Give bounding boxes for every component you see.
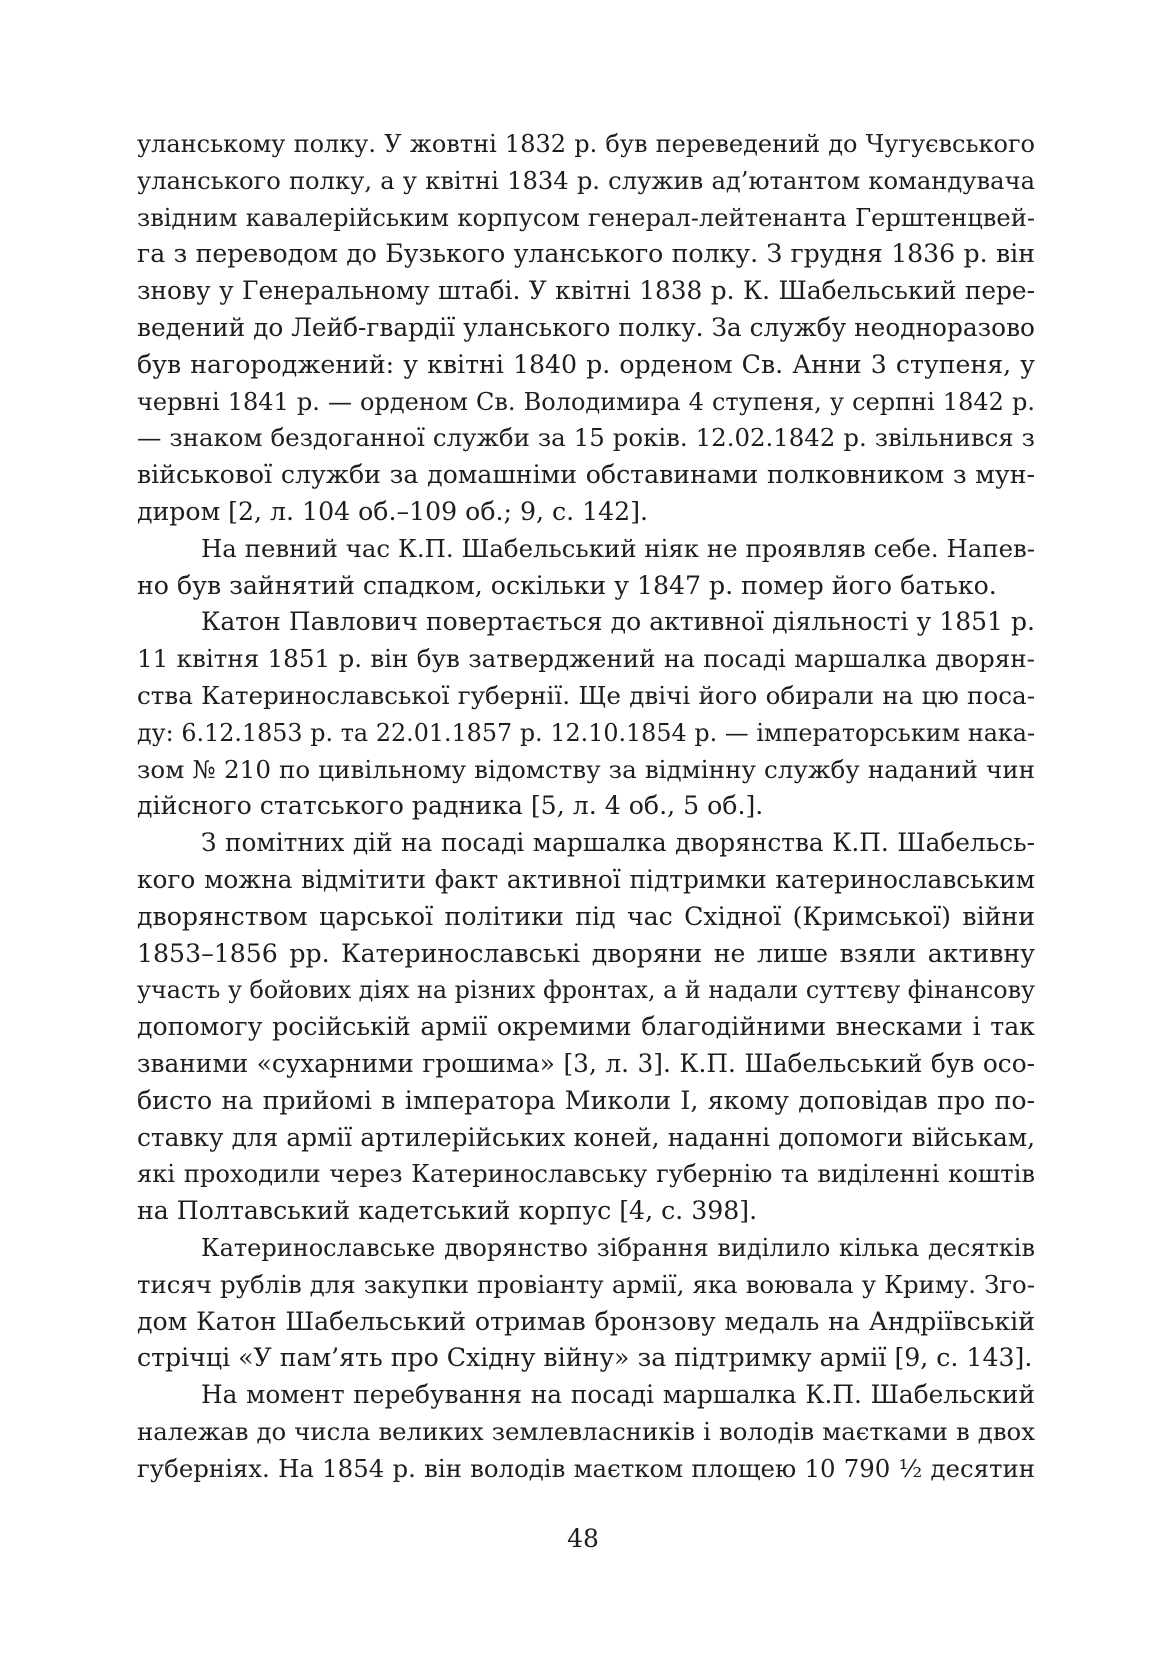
text-line: уланського полку, а у квітні 1834 р. служив ад’ютантом командувача	[137, 166, 1035, 195]
text-line: знову у Генеральному штабі. У квітні 1838 р. К. Шабельський пере-	[137, 276, 1035, 306]
text-line: На певний час К.П. Шабельський ніяк не проявляв себе. Напев-	[201, 533, 1035, 563]
text-line: допомогу російській армії окремими благодійними внесками і так	[137, 1012, 1035, 1042]
text-line: стрічці «У пам’ять про Східну війну» за підтримку армії [9, с. 143].	[137, 1343, 1033, 1373]
text-line: бисто на прийомі в імператора Миколи I, якому доповідав про по-	[137, 1085, 1035, 1115]
text-line: га з переводом до Бузького уланського полку. З грудня 1836 р. він	[137, 239, 1035, 269]
text-line: був нагороджений: у квітні 1840 р. орденом Св. Анни 3 ступеня, у	[137, 349, 1035, 379]
page-number: 48	[567, 1524, 599, 1553]
text-line: дійсного статського радника [5, л. 4 об., 5 об.].	[137, 791, 764, 821]
text-line: Катон Павлович повертається до активної діяльності у 1851 р.	[201, 607, 1035, 637]
text-line: дом Катон Шабельський отримав бронзову медаль на Андріївській	[137, 1306, 1035, 1336]
text-line: званими «сухарними грошима» [3, л. 3]. К.П. Шабельський був осо-	[137, 1048, 1035, 1078]
text-line: ведений до Лейб-гвардії уланського полку. За службу неодноразово	[137, 312, 1035, 342]
text-line: но був зайнятий спадком, оскільки у 1847 р. помер його батько.	[137, 570, 997, 600]
text-line: дворянством царської політики під час Східної (Кримської) війни	[137, 901, 1035, 931]
text-line: На момент перебування на посаді маршалка К.П. Шабельский	[201, 1380, 1035, 1410]
text-line: військової служби за домашніми обставинами полковником з мун-	[137, 460, 1035, 490]
text-line: належав до числа великих землевласників і володів маєтками в двох	[137, 1416, 1035, 1446]
text-line: участь у бойових діях на різних фронтах, а й надали суттєву фінансову	[137, 976, 1035, 1005]
text-line: ства Катеринославської губернії. Ще двічі його обирали на цю поса-	[137, 680, 1035, 710]
text-line: ду: 6.12.1853 р. та 22.01.1857 р. 12.10.1854 р. — імператорським нака-	[137, 718, 1035, 747]
text-line: уланському полку. У жовтні 1832 р. був переведений до Чугуєвського	[137, 130, 1035, 158]
body-text	[137, 126, 1035, 1487]
text-line: кого можна відмітити факт активної підтримки катеринославським	[137, 864, 1035, 894]
text-line: 1853–1856 рр. Катеринославські дворяни не лише взяли активну	[137, 938, 1035, 968]
text-line: ставку для армії артилерійських коней, наданні допомоги військам,	[137, 1122, 1035, 1152]
text-line: диром [2, л. 104 об.–109 об.; 9, с. 142].	[137, 496, 649, 526]
text-line: губерніях. На 1854 р. він володів маєтком площею 10 790 ½ десятин	[137, 1453, 1035, 1483]
text-line: 11 квітня 1851 р. він був затверджений на посаді маршалка дворян-	[137, 644, 1035, 674]
text-line: зом № 210 по цивільному відомству за відмінну службу наданий чин	[137, 754, 1035, 784]
text-line: тисяч рублів для закупки провіанту армії, яка воювала у Криму. Зго-	[137, 1269, 1035, 1299]
text-line: на Полтавський кадетський корпус [4, с. 398].	[137, 1196, 758, 1226]
text-line: які проходили через Катеринославську губернію та виділенні коштів	[137, 1160, 1035, 1189]
text-line: звідним кавалерійським корпусом генерал-лейтенанта Герштенцвей-	[137, 203, 1035, 232]
text-line: — знаком бездоганної служби за 15 років. 12.02.1842 р. звільнився з	[137, 423, 1035, 453]
text-line: червні 1841 р. — орденом Св. Володимира 4 ступеня, у серпні 1842 р.	[137, 387, 1035, 416]
text-line: Катеринославське дворянство зібрання виділило кілька десятків	[201, 1233, 1035, 1262]
text-line: З помітних дій на посаді маршалка дворянства К.П. Шабельсь-	[201, 828, 1035, 858]
